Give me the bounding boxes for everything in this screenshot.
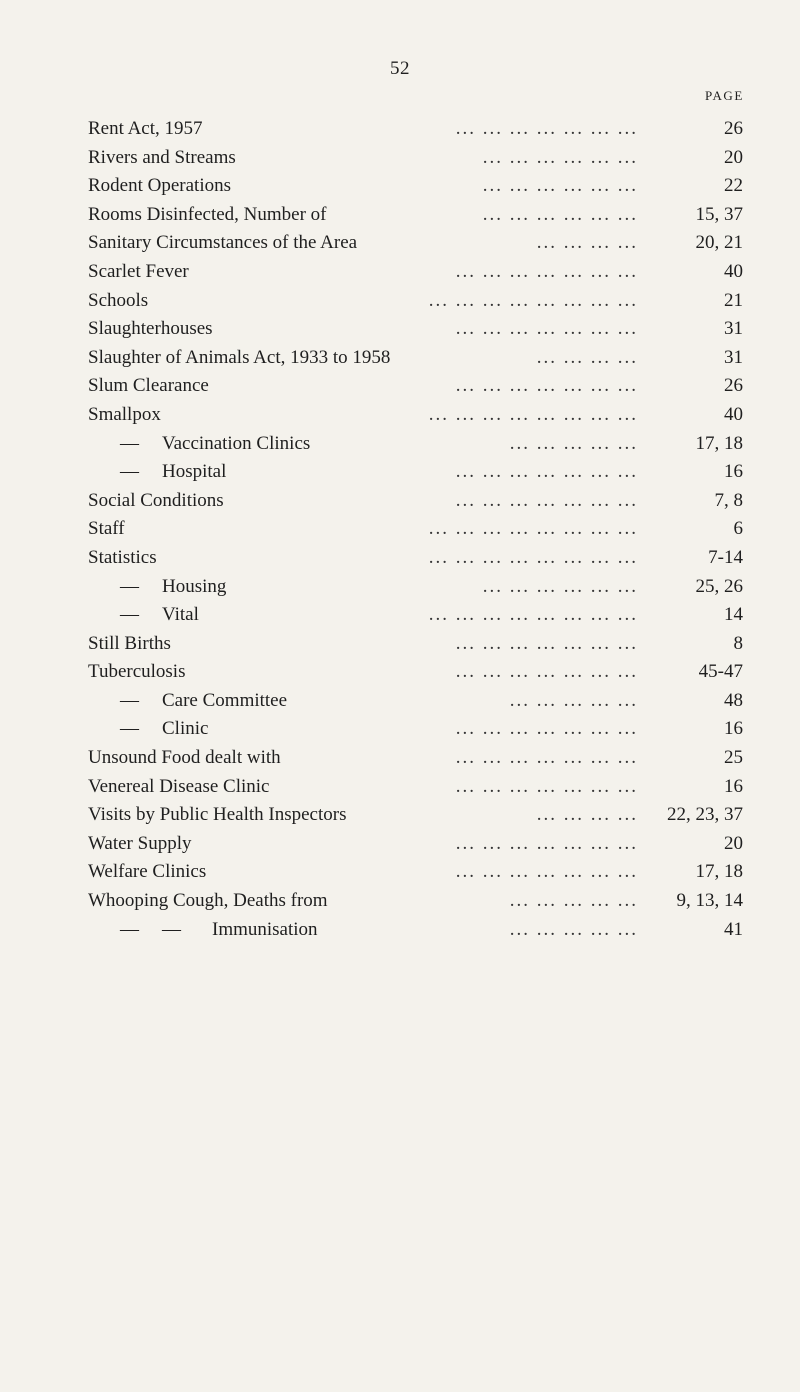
index-entry-label — [88, 487, 224, 516]
index-entry-pages: 22 — [724, 175, 743, 197]
index-entry-label — [88, 229, 357, 258]
index-entry — [88, 630, 743, 659]
index-entry-text: Scarlet Fever — [88, 260, 189, 282]
index-entry-text: Tuberculosis — [88, 661, 186, 683]
index-entry-pages: 20, 21 — [695, 232, 743, 254]
leader-dots: ... ... ... ... ... ... — [482, 575, 638, 597]
index-entry — [88, 258, 743, 287]
index-entry — [88, 315, 743, 344]
index-entry-label — [88, 515, 125, 544]
leader-dots: ... ... ... ... ... ... ... — [455, 775, 638, 797]
index-entry-pages: 17, 18 — [695, 861, 743, 883]
leader-dots: ... ... ... ... ... ... ... — [455, 260, 638, 282]
index-entry-text: Immunisation — [212, 918, 318, 940]
index-entry-pages: 31 — [724, 346, 743, 368]
index-entry-text: Venereal Disease Clinic — [88, 775, 270, 797]
index-entry-text: Care Committee — [162, 689, 288, 711]
sub-entry-dash: — — [120, 432, 139, 454]
leader-dots: ... ... ... ... ... ... — [482, 203, 638, 225]
leader-dots: ... ... ... ... ... ... — [482, 175, 638, 197]
index-entry — [88, 115, 743, 144]
index-entry-pages: 6 — [733, 518, 743, 540]
index-entry — [88, 172, 743, 201]
index-entry-pages: 7-14 — [708, 546, 743, 568]
index-entry — [88, 287, 743, 316]
index-entry-pages: 17, 18 — [695, 432, 743, 454]
index-entry-text: Clinic — [162, 718, 209, 740]
index-entry-label — [88, 887, 328, 916]
index-entry — [88, 916, 743, 945]
index-list — [88, 115, 743, 944]
leader-dots: ... ... ... ... ... ... — [482, 146, 638, 168]
index-entry — [88, 773, 743, 802]
index-entry-pages: 20 — [724, 146, 743, 168]
index-entry-text: Schools — [88, 289, 149, 311]
sub-entry-dash: — — [120, 461, 139, 483]
leader-dots: ... ... ... ... ... — [509, 918, 638, 940]
index-entry — [88, 830, 743, 859]
index-entry — [88, 858, 743, 887]
index-entry-text: Vital — [162, 604, 199, 626]
index-entry-label — [88, 201, 327, 230]
index-entry-label — [88, 258, 189, 287]
index-entry — [88, 687, 743, 716]
index-entry-pages: 40 — [724, 403, 743, 425]
leader-dots: ... ... ... ... — [536, 804, 638, 826]
index-entry-pages: 16 — [724, 461, 743, 483]
index-entry — [88, 344, 743, 373]
index-entry-text: Rent Act, 1957 — [88, 118, 203, 139]
sub-entry-dash: — — [120, 918, 139, 940]
leader-dots: ... ... ... ... ... ... ... ... — [428, 518, 638, 540]
index-entry-label — [88, 858, 206, 887]
index-entry — [88, 601, 743, 630]
index-entry-label — [120, 715, 208, 744]
index-entry-pages: 26 — [724, 375, 743, 397]
sub-entry-dash: — — [120, 689, 139, 711]
index-entry-pages: 7, 8 — [714, 489, 743, 511]
index-entry-pages: 16 — [724, 718, 743, 740]
sub-entry-dash: — — [162, 918, 181, 940]
index-entry-label — [88, 630, 171, 659]
index-entry — [88, 715, 743, 744]
index-entry-text: Unsound Food dealt with — [88, 747, 281, 769]
index-entry-text: Slaughterhouses — [88, 318, 213, 340]
index-entry-pages: 15, 37 — [695, 203, 743, 225]
index-entry — [88, 201, 743, 230]
index-entry-pages: 14 — [724, 604, 743, 626]
index-entry-label — [88, 372, 209, 401]
index-entry-text: Social Conditions — [88, 489, 224, 511]
index-entry-text: Housing — [162, 575, 227, 597]
index-entry-label — [120, 430, 310, 459]
index-entry-pages: 25 — [724, 747, 743, 769]
index-entry — [88, 372, 743, 401]
index-entry-pages: 22, 23, 37 — [667, 804, 743, 826]
index-entry-label — [120, 687, 287, 716]
index-entry-text: Slaughter of Animals Act, 1933 to 1958 — [88, 346, 391, 368]
index-entry-text: Vaccination Clinics — [162, 432, 311, 454]
page-number: 52 — [390, 58, 410, 79]
index-entry — [88, 430, 743, 459]
index-entry — [88, 487, 743, 516]
leader-dots: ... ... ... ... ... ... ... — [455, 632, 638, 654]
index-entry-label — [88, 801, 347, 830]
leader-dots: ... ... ... ... ... ... ... — [455, 318, 638, 340]
index-entry-pages: 8 — [733, 632, 743, 654]
index-entry — [88, 887, 743, 916]
index-entry-text: Slum Clearance — [88, 375, 209, 397]
index-entry-label — [88, 172, 231, 201]
index-entry-pages: 16 — [724, 775, 743, 797]
index-entry-text: Whooping Cough, Deaths from — [88, 890, 328, 912]
index-entry-label — [88, 773, 269, 802]
index-entry — [88, 401, 743, 430]
index-entry-text: Sanitary Circumstances of the Area — [88, 232, 358, 254]
index-entry-pages: 9, 13, 14 — [676, 890, 743, 912]
index-entry-pages: 45-47 — [698, 661, 743, 683]
index-entry-label — [120, 601, 199, 630]
index-entry-text: Rodent Operations — [88, 175, 232, 197]
sub-entry-dash: — — [120, 575, 139, 597]
index-entry-label — [88, 830, 191, 859]
leader-dots: ... ... ... ... ... ... ... ... — [428, 289, 638, 311]
index-entry — [88, 229, 743, 258]
index-entry-text: Smallpox — [88, 403, 161, 425]
leader-dots: ... ... ... ... — [536, 346, 638, 368]
leader-dots: ... ... ... ... ... ... ... — [455, 661, 638, 683]
sub-entry-dash: — — [120, 604, 139, 626]
index-entry-pages: 21 — [724, 289, 743, 311]
index-entry — [88, 801, 743, 830]
leader-dots: ... ... ... ... ... ... ... — [455, 747, 638, 769]
index-entry-text: Water Supply — [88, 832, 192, 854]
index-entry-pages: 41 — [724, 918, 743, 940]
index-entry-text: Visits by Public Health Inspectors — [88, 804, 347, 826]
index-entry — [88, 458, 743, 487]
index-entry-label — [88, 287, 148, 316]
leader-dots: ... ... ... ... ... ... ... — [455, 718, 638, 740]
index-entry-label — [88, 144, 236, 173]
index-entry-text: Hospital — [162, 461, 227, 483]
leader-dots: ... ... ... ... ... ... ... — [455, 375, 638, 397]
index-entry — [88, 515, 743, 544]
index-entry-pages: 31 — [724, 318, 743, 340]
index-entry-text: Rooms Disinfected, Number of — [88, 203, 327, 225]
page-column-header: PAGE — [705, 88, 744, 103]
index-entry-pages: 48 — [724, 689, 743, 711]
index-entry-label — [88, 544, 157, 573]
index-entry-text: Still Births — [88, 632, 171, 654]
index-entry-label — [120, 458, 226, 487]
index-entry-label — [88, 115, 203, 144]
leader-dots: ... ... ... ... ... ... ... — [455, 832, 638, 854]
index-entry-pages: 25, 26 — [695, 575, 743, 597]
index-entry — [88, 573, 743, 602]
leader-dots: ... ... ... ... ... ... ... ... — [428, 546, 638, 568]
leader-dots: ... ... ... ... ... ... ... ... — [428, 604, 638, 626]
leader-dots: ... ... ... ... ... ... ... — [455, 118, 638, 139]
leader-dots: ... ... ... ... ... ... ... — [455, 461, 638, 483]
index-entry-label — [120, 573, 226, 602]
index-entry-pages: 20 — [724, 832, 743, 854]
index-entry-label — [88, 344, 390, 373]
index-entry — [88, 658, 743, 687]
index-entry-label — [88, 744, 281, 773]
index-entry-text: Statistics — [88, 546, 157, 568]
index-entry — [88, 144, 743, 173]
leader-dots: ... ... ... ... ... — [509, 689, 638, 711]
index-entry-pages: 26 — [724, 118, 743, 139]
leader-dots: ... ... ... ... ... ... ... ... — [428, 403, 638, 425]
sub-entry-dash: — — [120, 718, 139, 740]
index-entry-text: Welfare Clinics — [88, 861, 207, 883]
leader-dots: ... ... ... ... ... — [509, 890, 638, 912]
index-entry-label — [88, 401, 161, 430]
index-entry — [88, 744, 743, 773]
index-entry-pages: 40 — [724, 260, 743, 282]
index-entry-text: Staff — [88, 518, 125, 540]
index-entry-label — [88, 658, 185, 687]
leader-dots: ... ... ... ... ... — [509, 432, 638, 454]
index-entry-text: Rivers and Streams — [88, 146, 236, 168]
leader-dots: ... ... ... ... ... ... ... — [455, 861, 638, 883]
index-entry — [88, 544, 743, 573]
index-entry-label — [88, 315, 213, 344]
index-entry-label — [120, 916, 318, 945]
leader-dots: ... ... ... ... — [536, 232, 638, 254]
leader-dots: ... ... ... ... ... ... ... — [455, 489, 638, 511]
